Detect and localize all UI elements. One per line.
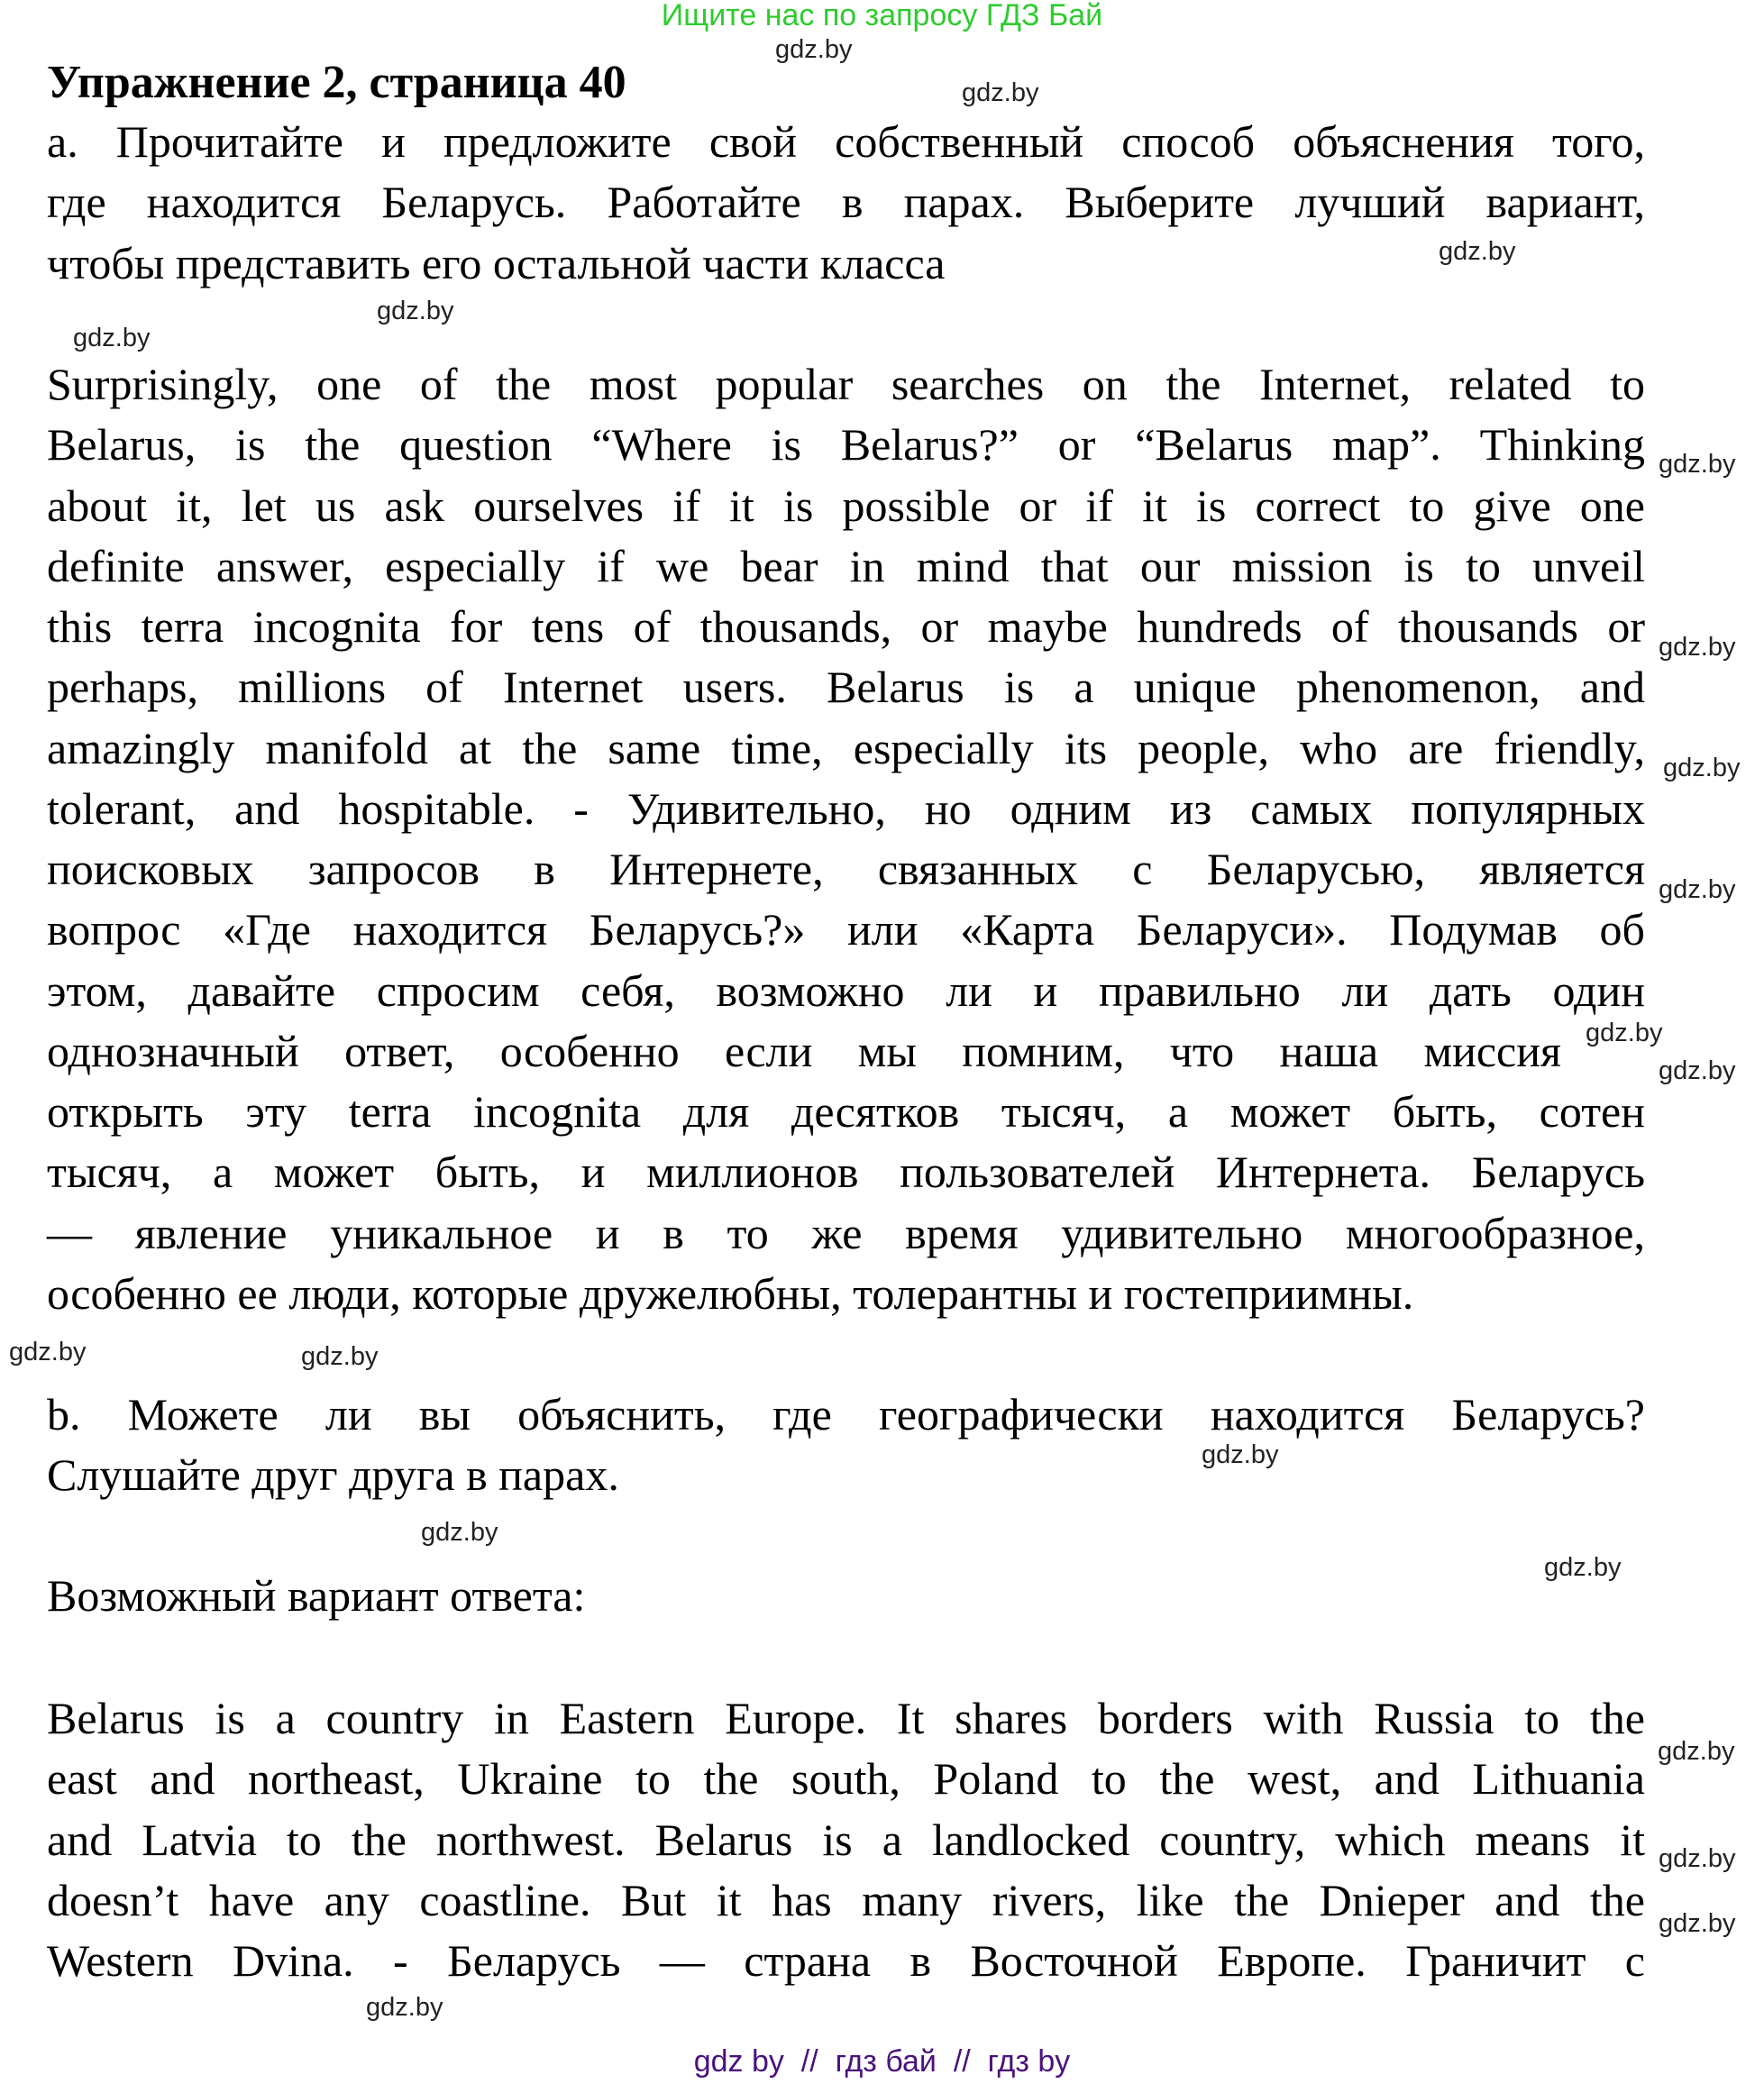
watermark: gdz.by <box>1586 1019 1663 1047</box>
watermark: gdz.by <box>962 78 1039 107</box>
watermark: gdz.by <box>1659 1909 1736 1938</box>
watermark: gdz.by <box>775 35 853 64</box>
watermark: gdz.by <box>1202 1440 1279 1469</box>
text-line: amazingly manifold at the same time, especially its people, who are friendly, <box>47 722 1645 773</box>
watermark: gdz.by <box>9 1338 87 1366</box>
text-line: and Latvia to the northwest. Belarus is a landlocked country, which means it <box>47 1814 1645 1865</box>
text-line: — явление уникальное и в то же время удивительно многообразное, <box>47 1207 1645 1258</box>
watermark: gdz.by <box>377 297 454 325</box>
text-line: однозначный ответ, особенно если мы помним, что наша миссия <box>47 1025 1561 1076</box>
search-banner: Ищите нас по запросу ГДЗ Бай <box>661 0 1103 32</box>
footer-text: gdz by // гдз бай // гдз by <box>693 2044 1071 2079</box>
answer-label-text: Возможный вариант ответа: <box>47 1570 586 1621</box>
watermark: gdz.by <box>1659 633 1736 662</box>
text-line: doesn’t have any coastline. But it has many rivers, like the Dnieper and the <box>47 1874 1645 1925</box>
text-line: где находится Беларусь. Работайте в парах. Выберите лучший вариант, <box>47 177 1645 228</box>
text-line: b. Можете ли вы объяснить, где географически находится Беларусь? <box>47 1389 1645 1440</box>
watermark: gdz.by <box>1659 1056 1736 1085</box>
text-line: Western Dvina. - Беларусь — страна в Восточной Европе. Граничит с <box>47 1935 1645 1986</box>
task-a <box>47 112 1645 294</box>
watermark: gdz.by <box>73 324 151 352</box>
text-line: Surprisingly, one of the most popular searches on the Internet, related to <box>47 359 1645 409</box>
text-line: особенно ее люди, которые дружелюбны, толерантны и гостеприимны. <box>47 1267 1414 1319</box>
watermark: gdz.by <box>1658 1737 1735 1766</box>
text-line: about it, let us ask ourselves if it is possible or if it is correct to give one <box>47 480 1645 531</box>
watermark: gdz.by <box>1544 1553 1622 1582</box>
watermark: gdz.by <box>1663 754 1741 782</box>
watermark: gdz.by <box>1439 237 1516 266</box>
text-line: Belarus is a country in Eastern Europe. It shares borders with Russia to the <box>47 1693 1645 1743</box>
text-line: чтобы представить его остальной части класса <box>47 237 946 288</box>
text-line: Belarus, is the question “Where is Belarus?” or “Belarus map”. Thinking <box>47 419 1645 471</box>
text-line: поисковых запросов в Интернете, связанных с Беларусью, является <box>47 844 1645 894</box>
text-line: вопрос «Где находится Беларусь?» или «Карта Беларуси». Подумав об <box>47 904 1645 955</box>
watermark: gdz.by <box>421 1518 498 1547</box>
text-line: этом, давайте спросим себя, возможно ли и правильно ли дать один <box>47 964 1645 1016</box>
text-line: Слушайте друг друга в парах. <box>47 1449 619 1501</box>
footer-links <box>0 2044 1764 2079</box>
task-b <box>47 1385 1645 1506</box>
watermark: gdz.by <box>1659 450 1736 479</box>
watermark: gdz.by <box>366 1993 443 2022</box>
reading-text <box>47 354 1645 1324</box>
watermark: gdz.by <box>1659 1844 1736 1873</box>
answer-label <box>47 1566 1645 1626</box>
text-line: perhaps, millions of Internet users. Belarus is a unique phenomenon, and <box>47 662 1645 713</box>
watermark: gdz.by <box>301 1342 379 1371</box>
watermark: gdz.by <box>1659 875 1736 904</box>
text-line: east and northeast, Ukraine to the south, Poland to the west, and Lithuania <box>47 1753 1645 1805</box>
text-line: a. Прочитайте и предложите свой собственный способ объяснения того, <box>47 116 1645 167</box>
text-line: открыть эту terra incognita для десятков тысяч, а может быть, сотен <box>47 1086 1645 1137</box>
text-line: тысяч, а может быть, и миллионов пользователей Интернета. Беларусь <box>47 1147 1645 1198</box>
text-line: this terra incognita for tens of thousands, or maybe hundreds of thousands or <box>47 601 1645 652</box>
text-line: tolerant, and hospitable. - Удивительно, но одним из самых популярных <box>47 782 1645 834</box>
page-title: Упражнение 2, страница 40 <box>47 57 626 108</box>
answer-text <box>47 1688 1645 1991</box>
text-line: definite answer, especially if we bear in mind that our mission is to unveil <box>47 540 1645 591</box>
